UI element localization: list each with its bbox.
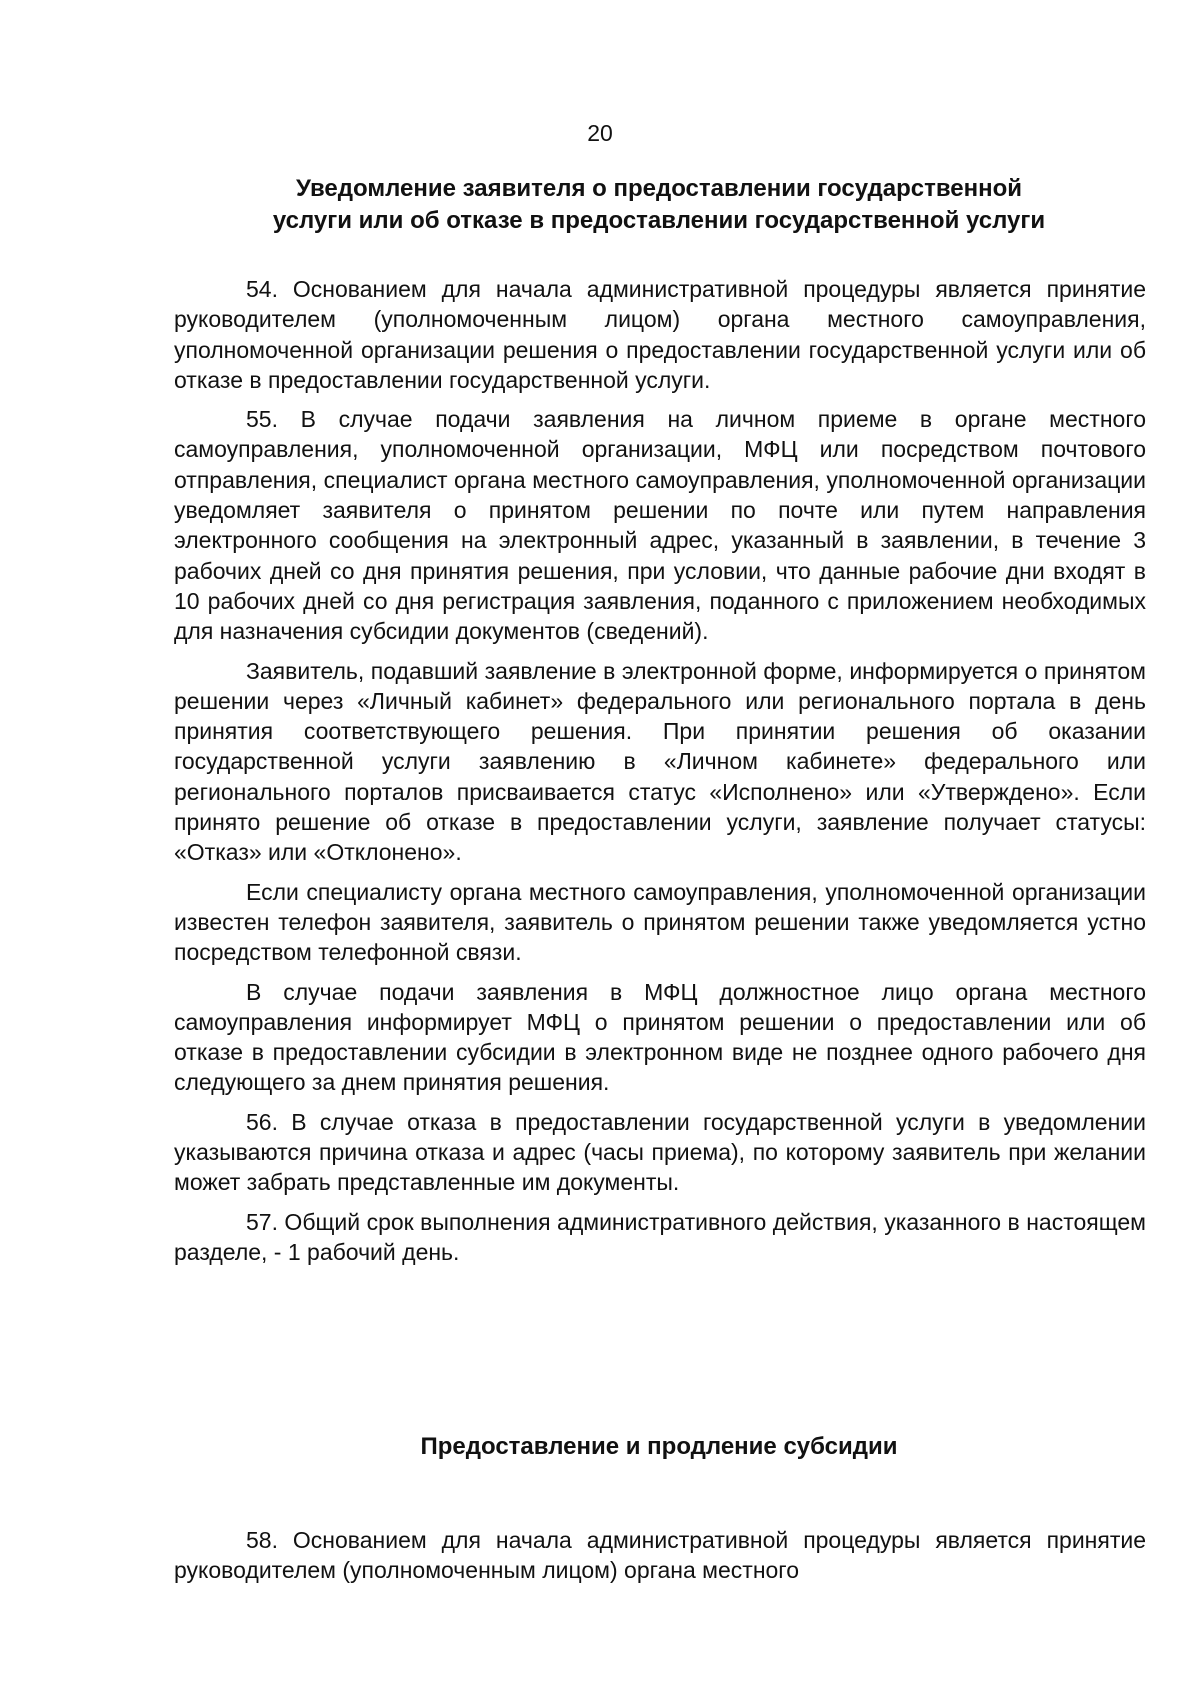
section-title-notification: [172, 173, 1146, 237]
paragraph-58: 58. Основанием для начала административной процедуры является принятие руководителем (уполномоченным лицом) органа местного: [174, 1527, 1146, 1584]
section-body-subsidy: [174, 1525, 1146, 1595]
section-title-subsidy: Предоставление и продление субсидии: [420, 1433, 898, 1460]
paragraph-55: 55. В случае подачи заявления на личном приеме в органе местного самоуправления, уполномоченной организации, МФЦ или посредством почтового отправления, специалист органа местного самоуправления, уполномоченной организации уведомляет заявителя о принятом решении по почте или путем направления электронного сообщения на электронный адрес, указанный в заявлении, в течение 3 рабочих дней со дня принятия решения, при условии, что данные рабочие дни входят в 10 рабочих дней со дня регистрация заявления, поданного с приложением необходимых для назначения субсидии документов (сведений).: [174, 406, 1146, 645]
paragraph-mfc-notice: В случае подачи заявления в МФЦ должностное лицо органа местного самоуправления информирует МФЦ о принятом решении о предоставлении или об отказе в предоставлении субсидии в электронном виде не позднее одного рабочего дня следующего за днем принятия решения.: [174, 978, 1146, 1096]
paragraph-54: 54. Основанием для начала административной процедуры является принятие руководителем (уполномоченным лицом) органа местного самоуправления, уполномоченной организации решения о предоставлении государственной услуги или об отказе в предоставлении государственной услуги.: [174, 276, 1146, 393]
page-number: 20: [587, 120, 613, 146]
paragraph-phone-notice: Если специалисту органа местного самоуправления, уполномоченной организации известен телефон заявителя, заявитель о принятом решении также уведомляется устно посредством телефонной связи.: [174, 878, 1146, 966]
section-title-line-2: услуги или об отказе в предоставлении государственной услуги: [272, 207, 1046, 234]
paragraph-57: 57. Общий срок выполнения административного действия, указанного в настоящем разделе, - 1 рабочий день.: [174, 1208, 1146, 1265]
paragraph-56: 56. В случае отказа в предоставлении государственной услуги в уведомлении указываются причина отказа и адрес (часы приема), по которому заявитель при желании может забрать представленные им документы.: [174, 1108, 1146, 1196]
paragraph-electronic-form: Заявитель, подавший заявление в электронной форме, информируется о принятом решении через «Личный кабинет» федерального или регионального портала в день принятия соответствующего решения. При принятии решения об оказании государственной услуги заявлению в «Личном кабинете» федерального или регионального порталов присваивается статус «Исполнено» или «Утверждено». Если принято решение об отказе в предоставлении услуги, заявление получает статусы: «Отказ» или «Отклонено».: [174, 657, 1146, 866]
section-body-notification: [174, 274, 1146, 1276]
section-title-line-1: Уведомление заявителя о предоставлении государственной: [295, 175, 1023, 202]
